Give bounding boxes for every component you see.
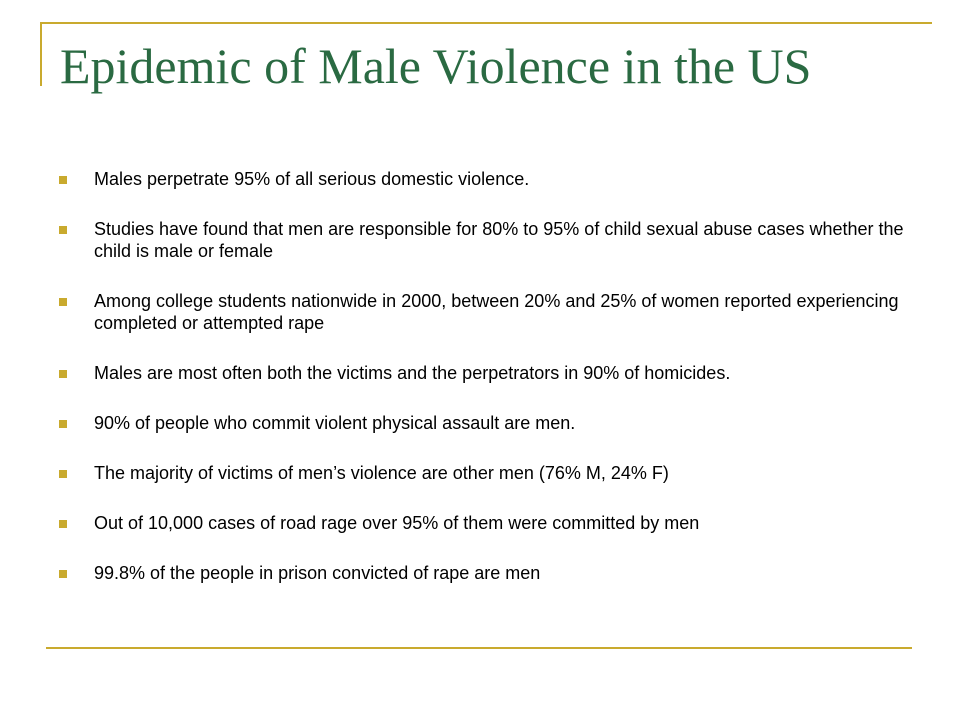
bullet-text: Among college students nationwide in 2000, between 20% and 25% of women reported experiencing completed or attempted rape: [94, 291, 899, 333]
bottom-gold-rule: [46, 647, 912, 649]
square-bullet-icon: [59, 226, 67, 234]
square-bullet-icon: [59, 420, 67, 428]
square-bullet-icon: [59, 570, 67, 578]
bullet-item: [58, 562, 908, 584]
bullet-text: 90% of people who commit violent physical assault are men.: [94, 413, 576, 433]
bullet-text: 99.8% of the people in prison convicted of rape are men: [94, 563, 541, 583]
bullet-item: [58, 290, 908, 334]
bullet-text: Males perpetrate 95% of all serious domestic violence.: [94, 169, 530, 189]
bullet-item: [58, 412, 908, 434]
bullet-item: [58, 168, 908, 190]
bullet-text: Out of 10,000 cases of road rage over 95% of them were committed by men: [94, 513, 700, 533]
square-bullet-icon: [59, 520, 67, 528]
bullet-text: The majority of victims of men’s violence are other men (76% M, 24% F): [94, 463, 669, 483]
bullet-item: [58, 218, 908, 262]
slide-title: Epidemic of Male Violence in the US: [60, 38, 812, 94]
bullet-list: [58, 168, 908, 612]
bullet-text: Males are most often both the victims and the perpetrators in 90% of homicides.: [94, 363, 731, 383]
square-bullet-icon: [59, 176, 67, 184]
left-gold-rule: [40, 22, 42, 86]
bullet-text: Studies have found that men are responsible for 80% to 95% of child sexual abuse cases whether the child is male or female: [94, 219, 904, 261]
bullet-item: [58, 512, 908, 534]
bullet-item: [58, 462, 908, 484]
square-bullet-icon: [59, 370, 67, 378]
top-gold-rule: [40, 22, 932, 24]
bullet-item: [58, 362, 908, 384]
square-bullet-icon: [59, 298, 67, 306]
square-bullet-icon: [59, 470, 67, 478]
